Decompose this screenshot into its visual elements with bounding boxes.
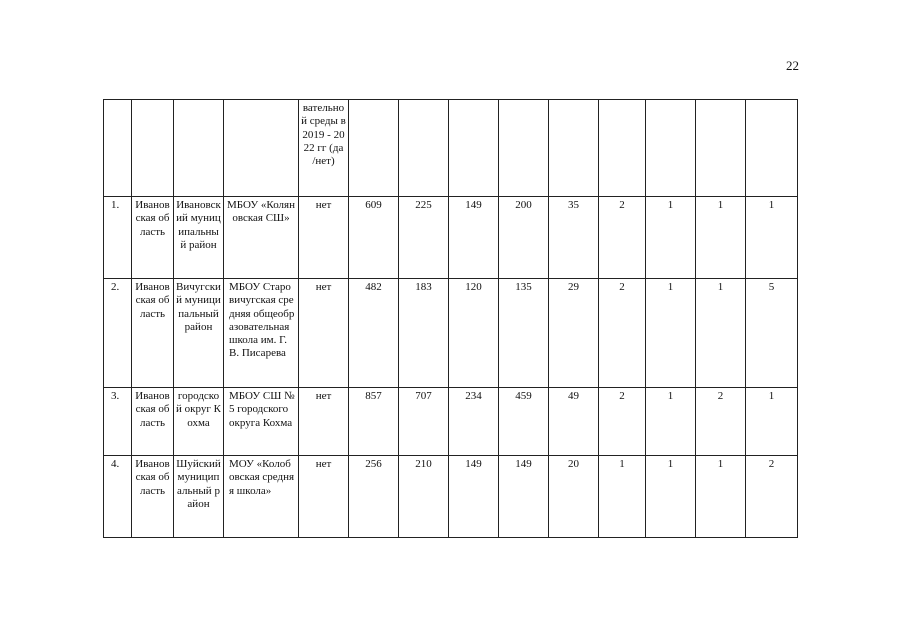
row-index: 3. bbox=[104, 388, 132, 456]
district-cell: Шуйский муниципальный район bbox=[174, 456, 224, 538]
district-cell: Вичугский муниципальный район bbox=[174, 279, 224, 388]
region-cell: Ивановская область bbox=[132, 197, 174, 279]
value-cell: 1 bbox=[646, 197, 696, 279]
region-cell: Ивановская область bbox=[132, 279, 174, 388]
value-cell: 2 bbox=[599, 388, 646, 456]
header-cell bbox=[499, 100, 549, 197]
value-cell: 5 bbox=[746, 279, 798, 388]
value-cell: 1 bbox=[646, 388, 696, 456]
flag-cell: нет bbox=[299, 388, 349, 456]
region-cell: Ивановская область bbox=[132, 456, 174, 538]
header-cell bbox=[132, 100, 174, 197]
row-index: 2. bbox=[104, 279, 132, 388]
value-cell: 707 bbox=[399, 388, 449, 456]
value-cell: 1 bbox=[696, 456, 746, 538]
flag-cell: нет bbox=[299, 197, 349, 279]
value-cell: 120 bbox=[449, 279, 499, 388]
table-row bbox=[104, 279, 798, 388]
value-cell: 20 bbox=[549, 456, 599, 538]
value-cell: 1 bbox=[696, 197, 746, 279]
value-cell: 225 bbox=[399, 197, 449, 279]
value-cell: 256 bbox=[349, 456, 399, 538]
header-cell bbox=[696, 100, 746, 197]
value-cell: 1 bbox=[599, 456, 646, 538]
flag-cell: нет bbox=[299, 279, 349, 388]
page-number: 22 bbox=[786, 58, 799, 73]
header-cell bbox=[599, 100, 646, 197]
header-cell bbox=[449, 100, 499, 197]
value-cell: 1 bbox=[696, 279, 746, 388]
value-cell: 1 bbox=[746, 388, 798, 456]
header-cell bbox=[646, 100, 696, 197]
value-cell: 183 bbox=[399, 279, 449, 388]
header-cell bbox=[224, 100, 299, 197]
value-cell: 149 bbox=[449, 456, 499, 538]
value-cell: 200 bbox=[499, 197, 549, 279]
header-cell bbox=[349, 100, 399, 197]
row-index: 1. bbox=[104, 197, 132, 279]
value-cell: 35 bbox=[549, 197, 599, 279]
header-cell bbox=[399, 100, 449, 197]
org-cell: МБОУ «Коляновская СШ» bbox=[224, 197, 299, 279]
row-index: 4. bbox=[104, 456, 132, 538]
region-cell: Ивановская область bbox=[132, 388, 174, 456]
district-cell: городской округ Кохма bbox=[174, 388, 224, 456]
header-continuation-row bbox=[104, 100, 798, 197]
value-cell: 609 bbox=[349, 197, 399, 279]
value-cell: 149 bbox=[499, 456, 549, 538]
value-cell: 49 bbox=[549, 388, 599, 456]
value-cell: 149 bbox=[449, 197, 499, 279]
value-cell: 2 bbox=[696, 388, 746, 456]
value-cell: 459 bbox=[499, 388, 549, 456]
org-cell: МБОУ СШ № 5 городского округа Кохма bbox=[224, 388, 299, 456]
table-row bbox=[104, 197, 798, 279]
value-cell: 857 bbox=[349, 388, 399, 456]
header-cell bbox=[104, 100, 132, 197]
value-cell: 482 bbox=[349, 279, 399, 388]
value-cell: 2 bbox=[599, 279, 646, 388]
table-row bbox=[104, 388, 798, 456]
value-cell: 29 bbox=[549, 279, 599, 388]
value-cell: 1 bbox=[646, 279, 696, 388]
header-cell bbox=[746, 100, 798, 197]
value-cell: 210 bbox=[399, 456, 449, 538]
value-cell: 135 bbox=[499, 279, 549, 388]
org-cell: МБОУ Старовичугская средняя общеобразовательная школа им. Г.В. Писарева bbox=[224, 279, 299, 388]
header-cell bbox=[549, 100, 599, 197]
org-cell: МОУ «Колобовская средняя школа» bbox=[224, 456, 299, 538]
header-cell-env: вательной среды в 2019 - 2022 гг (да /нет) bbox=[299, 100, 349, 197]
value-cell: 1 bbox=[646, 456, 696, 538]
value-cell: 234 bbox=[449, 388, 499, 456]
district-cell: Ивановский муниципальный район bbox=[174, 197, 224, 279]
value-cell: 1 bbox=[746, 197, 798, 279]
flag-cell: нет bbox=[299, 456, 349, 538]
table-row bbox=[104, 456, 798, 538]
value-cell: 2 bbox=[599, 197, 646, 279]
header-cell bbox=[174, 100, 224, 197]
data-table bbox=[103, 99, 798, 538]
value-cell: 2 bbox=[746, 456, 798, 538]
